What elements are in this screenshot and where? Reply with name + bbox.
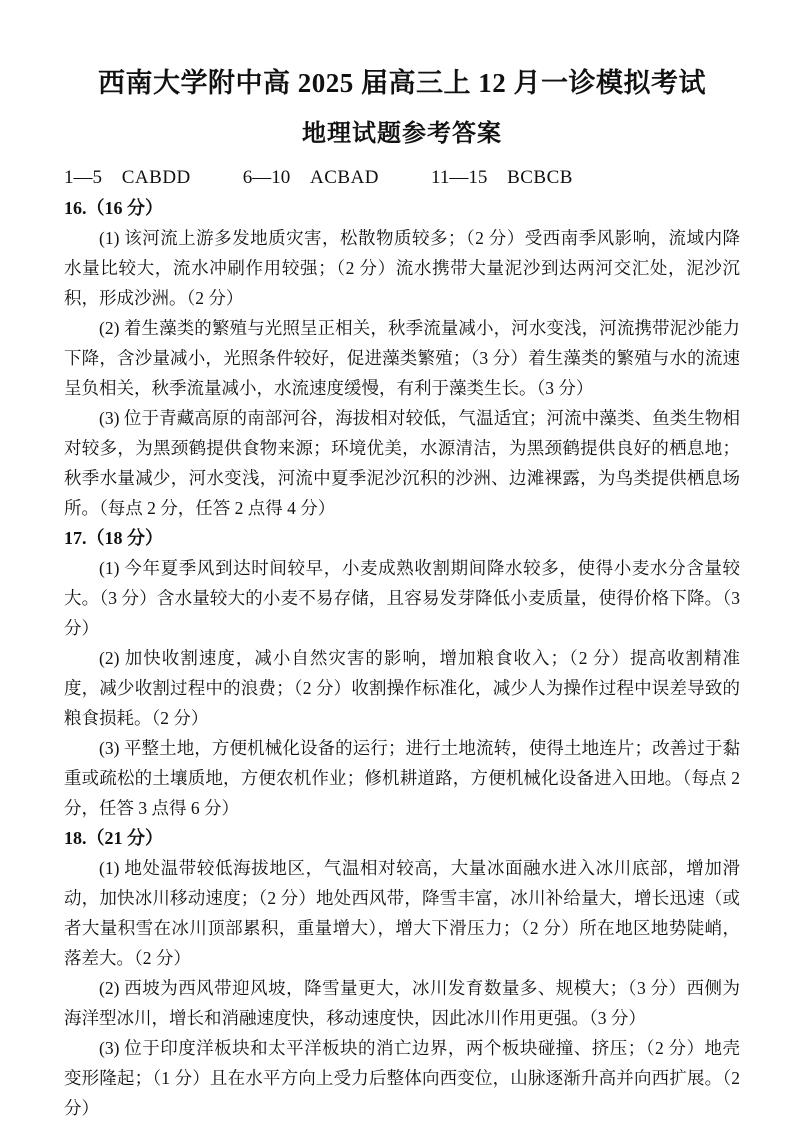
choice-range: 6—10 <box>242 167 291 188</box>
question-18-part-2: (2) 西坡为西风带迎风坡，降雪量更大，冰川发育数量多、规模大；（3 分）西侧为海洋型冰川，增长和消融速度快，移动速度快，因此冰川作用更强。（3 分） <box>64 978 740 1028</box>
question-16-part-1: (1) 该河流上游多发地质灾害，松散物质较多；（2 分）受西南季风影响，流域内降水量比较大，流水冲刷作用较强；（2 分）流水携带大量泥沙到达两河交汇处，泥沙沉积，形成沙洲。（2 分） <box>64 228 740 308</box>
question-16-heading: 16.（16 分） <box>64 198 163 218</box>
question-16-part-3: (3) 位于青藏高原的南部河谷，海拔相对较低，气温适宜；河流中藻类、鱼类生物相对较多，为黑颈鹤提供食物来源；环境优美，水源清洁，为黑颈鹤提供良好的栖息地；秋季水量减少，河水变浅，河流中夏季泥沙沉积的沙洲、边滩裸露，为鸟类提供栖息场所。（每点 2 分，任答 2 点得 4 分） <box>64 408 740 518</box>
page-title: 西南大学附中高 2025 届高三上 12 月一诊模拟考试 <box>98 68 706 98</box>
choice-letters: CABDD <box>121 167 191 188</box>
question-18-part-3: (3) 位于印度洋板块和太平洋板块的消亡边界，两个板块碰撞、挤压；（2 分）地壳变形隆起；（1 分）且在水平方向上受力后整体向西变位，山脉逐渐升高并向西扩展。（2 分） <box>64 1038 740 1118</box>
choice-letters: ACBAD <box>310 167 380 188</box>
question-17-part-1: (1) 今年夏季风到达时间较早，小麦成熟收割期间降水较多，使得小麦水分含量较大。（3 分）含水量较大的小麦不易存储，且容易发芽降低小麦质量，使得价格下降。（3 分） <box>64 558 740 638</box>
question-16-block <box>64 193 740 523</box>
choice-range: 11—15 <box>431 167 488 188</box>
choice-range: 1—5 <box>64 167 102 188</box>
choice-letters: BCBCB <box>507 167 573 188</box>
question-17-heading: 17.（18 分） <box>64 528 163 548</box>
question-16-part-2: (2) 着生藻类的繁殖与光照呈正相关，秋季流量减小，河水变浅，河流携带泥沙能力下降，含沙量减小，光照条件较好，促进藻类繁殖；（3 分）着生藻类的繁殖与水的流速呈负相关，秋季流量减小，水流速度缓慢，有利于藻类生长。（3 分） <box>64 318 740 398</box>
question-17-part-2: (2) 加快收割速度，减小自然灾害的影响，增加粮食收入；（2 分）提高收割精准度，减少收割过程中的浪费；（2 分）收割操作标准化，减少人为操作过程中误差导致的粮食损耗。（2 分） <box>64 648 740 728</box>
choice-answer-group-11-15 <box>431 163 573 193</box>
page-subtitle: 地理试题参考答案 <box>302 121 502 147</box>
choice-answer-group-6-10 <box>243 163 379 193</box>
question-18-heading: 18.（21 分） <box>64 828 163 848</box>
question-17-block <box>64 523 740 823</box>
question-17-part-3: (3) 平整土地，方便机械化设备的运行；进行土地流转，使得土地连片；改善过于黏重或疏松的土壤质地，方便农机作业；修机耕道路，方便机械化设备进入田地。（每点 2 分，任答 3 点得 6 分） <box>64 738 740 818</box>
choice-answer-group-1-5 <box>64 163 191 193</box>
choice-answers-row <box>64 163 740 193</box>
question-18-part-1: (1) 地处温带较低海拔地区，气温相对较高，大量冰面融水进入冰川底部，增加滑动，加快冰川移动速度；（2 分）地处西风带，降雪丰富，冰川补给量大，增长迅速（或者大量积雪在冰川顶部累积，重量增大），增大下滑压力；（2 分）所在地区地势陡峭，落差大。（2 分） <box>64 858 740 968</box>
question-18-block <box>64 823 740 1123</box>
